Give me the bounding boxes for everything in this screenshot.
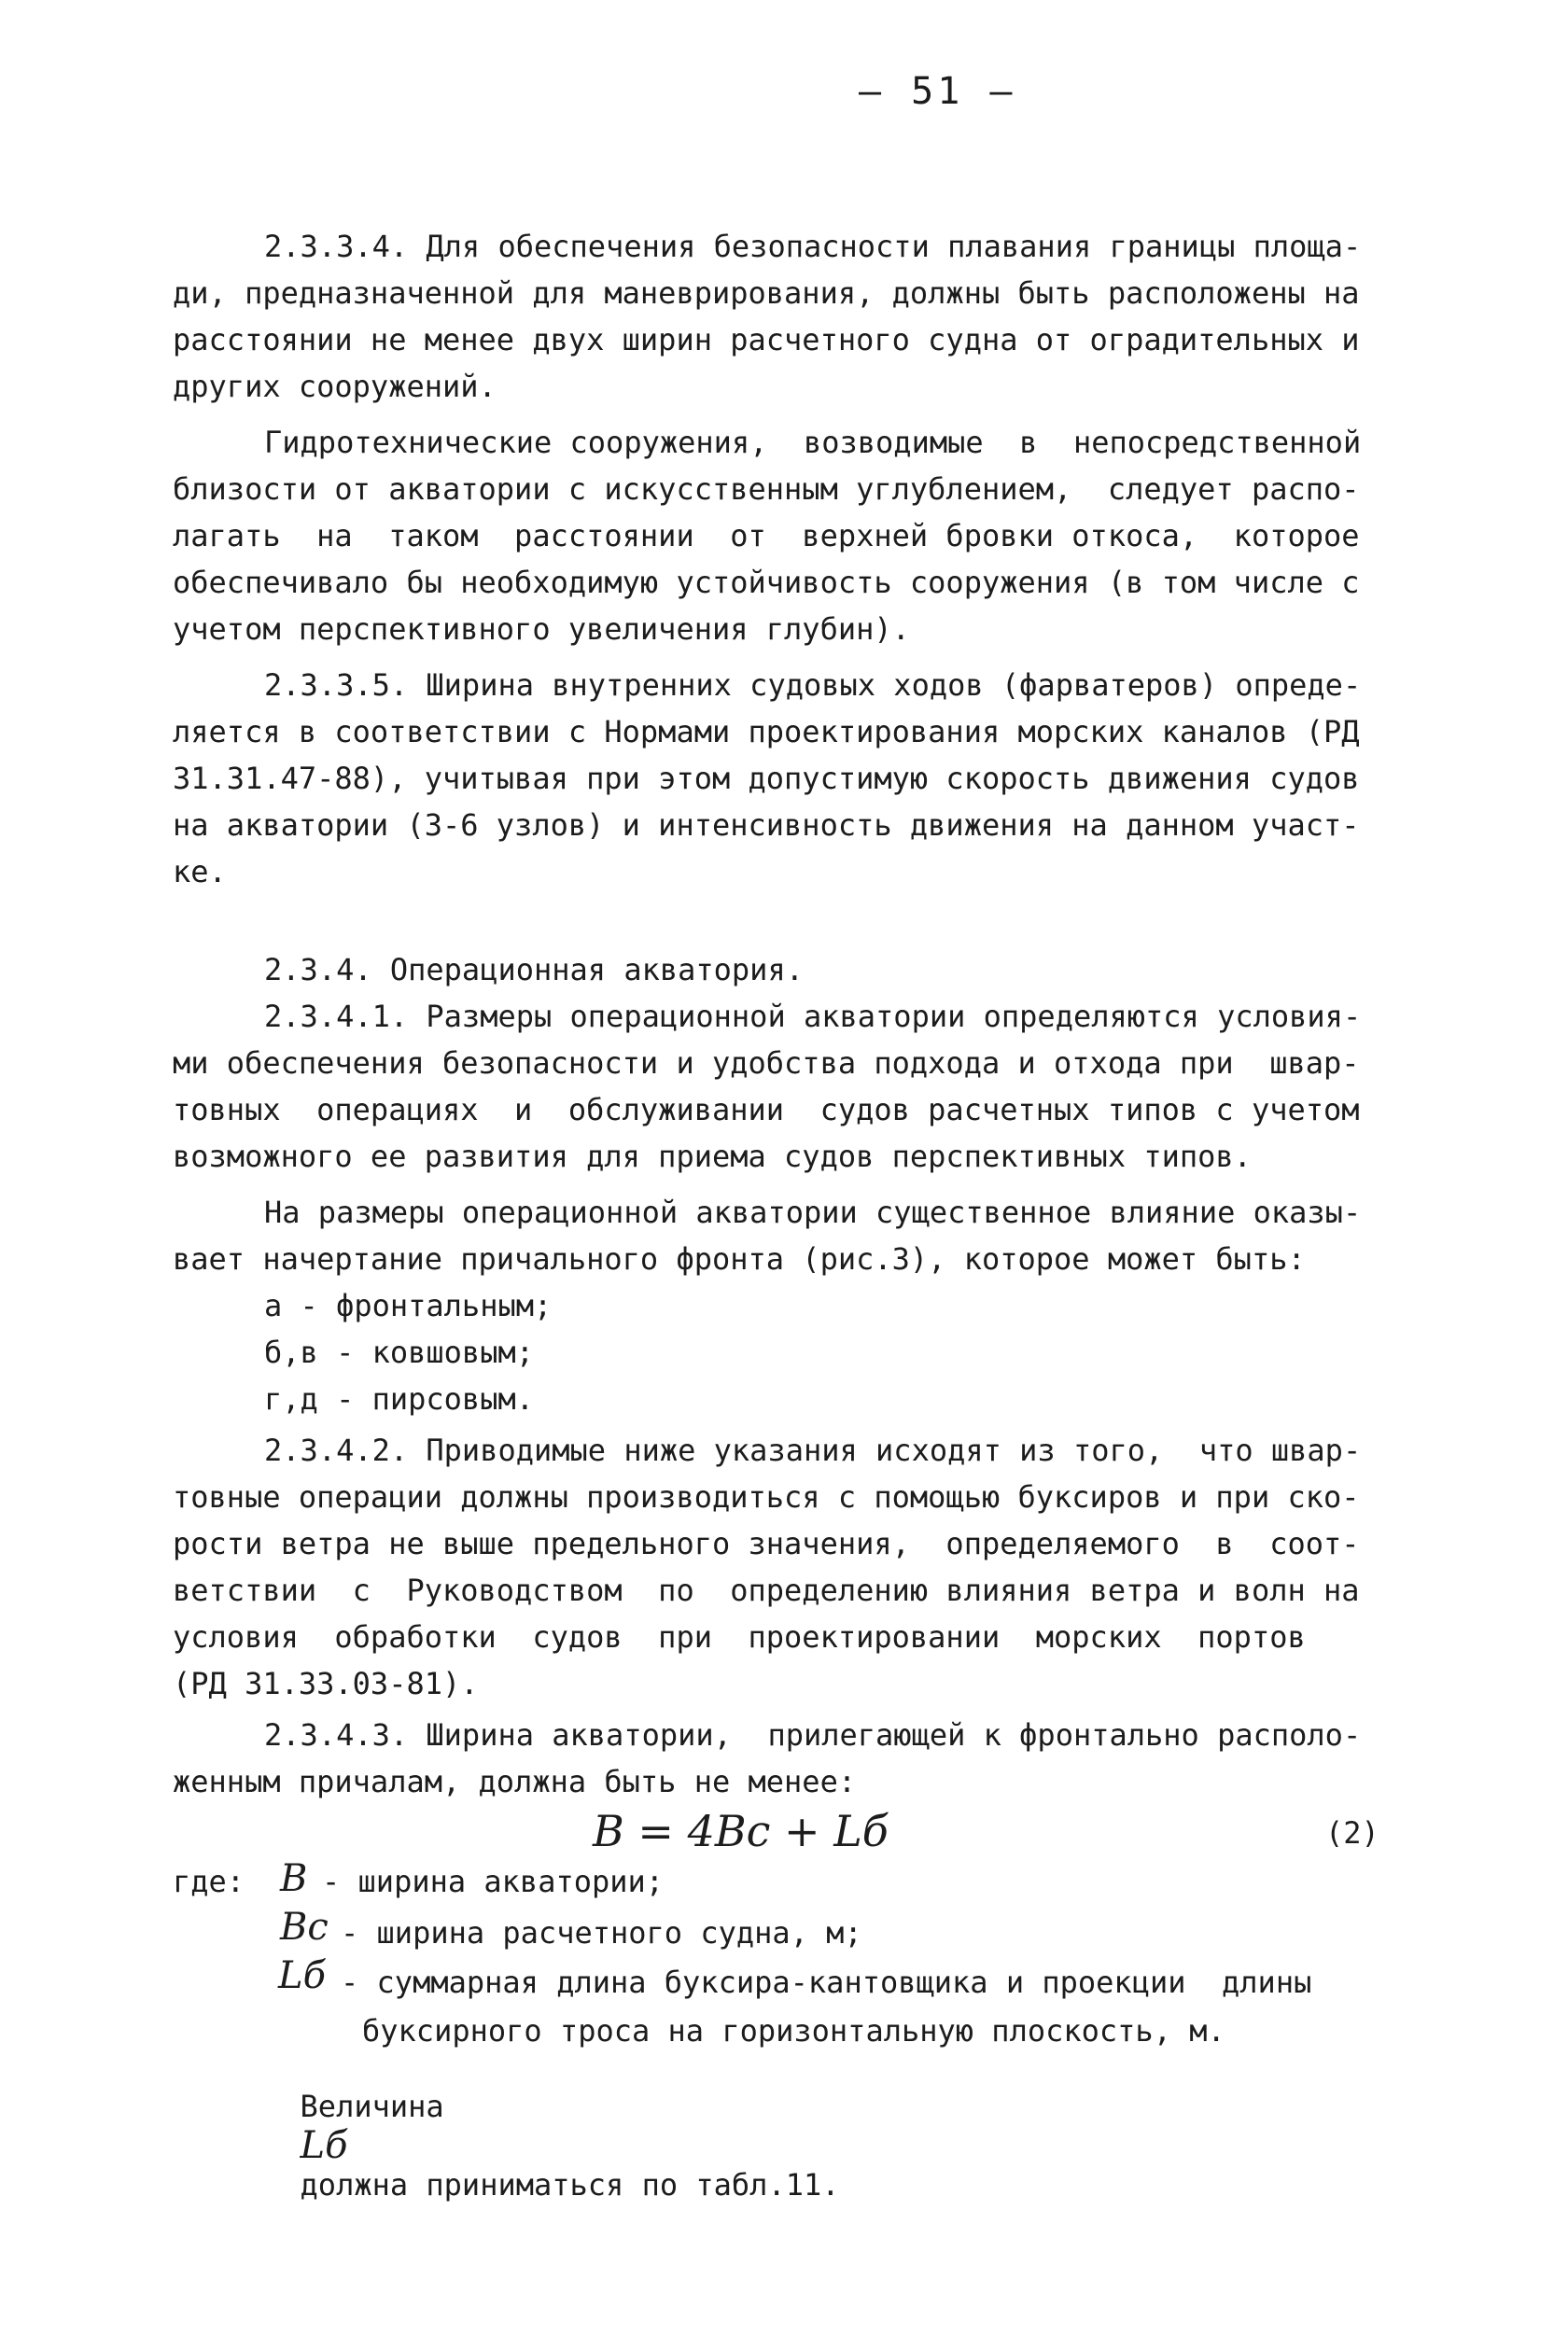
formula-number: (2)	[1325, 1815, 1379, 1851]
text-line: товных операциях и обслуживании судов расчетных типов с учетом	[173, 1092, 1360, 1127]
text-line: рости ветра не выше предельного значения, определяемого в соот-	[173, 1526, 1360, 1561]
text-line: На размеры операционной акватории существенное влияние оказы-	[264, 1195, 1362, 1230]
page-number: – 51 –	[859, 70, 1016, 113]
text-line: возможного ее развития для приема судов перспективных типов.	[173, 1139, 1252, 1174]
closing-suffix: должна приниматься по табл.11.	[300, 2167, 840, 2203]
symbol-lb: Lб	[278, 1954, 326, 1997]
text-line: на акватории (3-6 узлов) и интенсивность движения на данном участ-	[173, 807, 1360, 843]
text-line: условия обработки судов при проектировании морских портов	[173, 1619, 1306, 1655]
formula: B = 4Bс + Lб	[593, 1806, 889, 1856]
where-label: где:	[173, 1864, 245, 1899]
text-line: вает начертание причального фронта (рис.3), которое может быть:	[173, 1241, 1306, 1277]
closing-line	[264, 2053, 840, 2203]
text-line: других сооружений.	[173, 369, 497, 404]
list-item: а - фронтальным;	[264, 1288, 553, 1323]
where-item-text: - суммарная длина буксира-кантовщика и проекции длины	[341, 1965, 1312, 2000]
text-line: (РД 31.33.03-81).	[173, 1666, 479, 1701]
closing-prefix: Величина	[300, 2089, 444, 2124]
text-line: женным причалам, должна быть не менее:	[173, 1764, 857, 1799]
text-line: 2.3.4.2. Приводимые ниже указания исходят из того, что швар-	[264, 1433, 1362, 1468]
where-item-text: - ширина расчетного судна, м;	[341, 1915, 862, 1951]
section-heading: 2.3.4. Операционная акватория.	[264, 952, 804, 987]
text-line: близости от акватории с искусственным углублением, следует распо-	[173, 471, 1360, 507]
text-line: 2.3.4.3. Ширина акватории, прилегающей к фронтально располо-	[264, 1717, 1362, 1753]
text-line: ляется в соответствии с Нормами проектирования морских каналов (РД	[173, 714, 1360, 749]
text-line: товные операции должны производиться с помощью буксиров и при ско-	[173, 1479, 1360, 1515]
list-item: б,в - ковшовым;	[264, 1335, 534, 1370]
text-line: ди, предназначенной для маневрирования, должны быть расположены на	[173, 275, 1360, 311]
symbol-bc: Bс	[280, 1906, 329, 1949]
text-line: Гидротехнические сооружения, возводимые в непосредственной	[264, 425, 1362, 460]
text-line: лагать на таком расстоянии от верхней бровки откоса, которое	[173, 518, 1360, 553]
list-item: г,д - пирсовым.	[264, 1381, 534, 1417]
text-line: ке.	[173, 854, 227, 889]
text-line: учетом перспективного увеличения глубин).	[173, 611, 910, 647]
where-item-text: - ширина акватории;	[322, 1864, 665, 1899]
text-line: ветствии с Руководством по определению влияния ветра и волн на	[173, 1573, 1360, 1608]
text-line: 2.3.4.1. Размеры операционной акватории определяются условия-	[264, 999, 1362, 1034]
text-line: ми обеспечения безопасности и удобства подхода и отхода при швар-	[173, 1045, 1360, 1081]
symbol-lb-inline: Lб	[300, 2124, 348, 2167]
where-continuation: буксирного троса на горизонтальную плоскость, м.	[362, 2013, 1225, 2049]
text-line: 2.3.3.5. Ширина внутренних судовых ходов (фарватеров) опреде-	[264, 667, 1362, 703]
text-line: обеспечивало бы необходимую устойчивость сооружения (в том числе с	[173, 565, 1360, 600]
symbol-b: B	[280, 1857, 308, 1900]
text-line: расстоянии не менее двух ширин расчетного судна от оградительных и	[173, 322, 1360, 357]
text-line: 31.31.47-88), учитывая при этом допустимую скорость движения судов	[173, 761, 1360, 796]
text-line: 2.3.3.4. Для обеспечения безопасности плавания границы площа-	[264, 229, 1362, 264]
